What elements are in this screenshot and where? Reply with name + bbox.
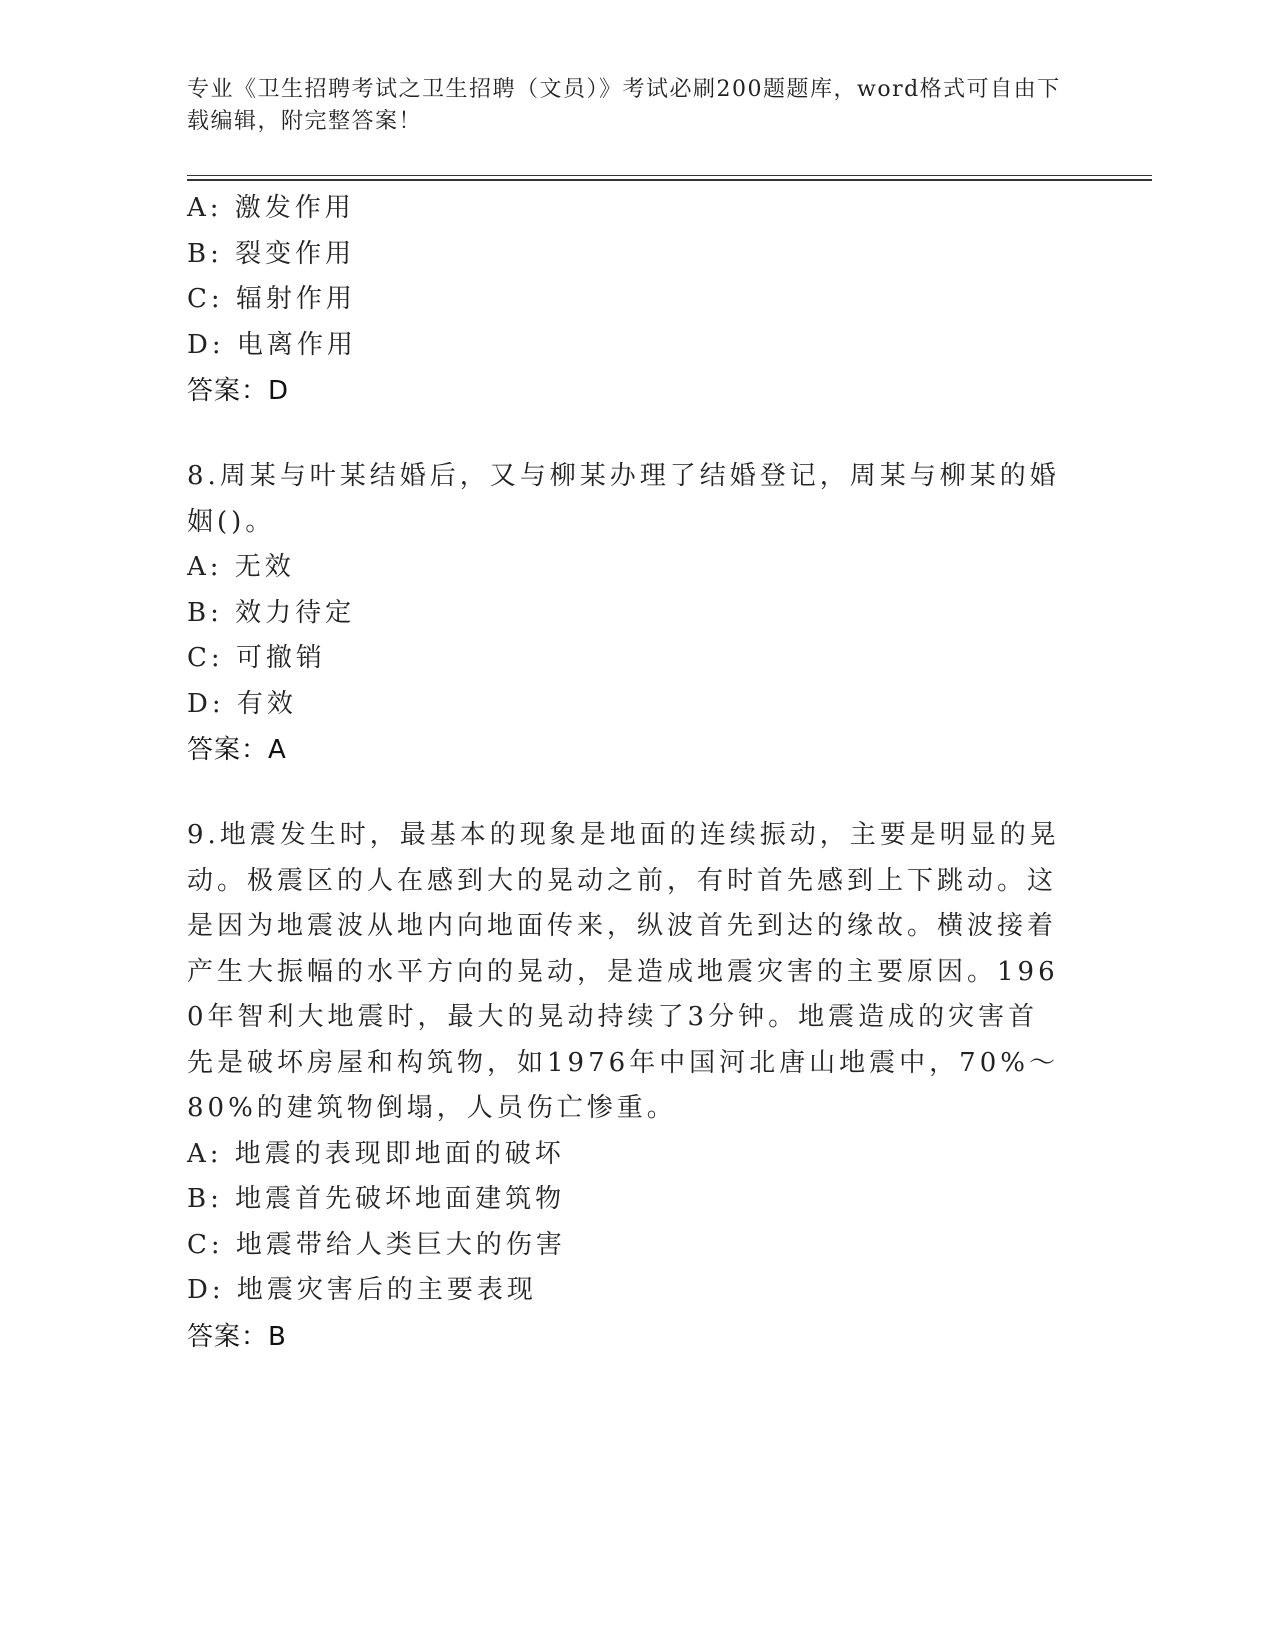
document-header: 专业《卫生招聘考试之卫生招聘（文员）》考试必刷200题题库，word格式可自由下载编辑，附完整答案！ (187, 77, 1061, 134)
q7-answer: 答案：D (187, 376, 290, 406)
q7-option-b: B: 裂变作用 (187, 238, 356, 269)
q8-option-d: D: 有效 (187, 688, 297, 719)
q9-option-c: C: 地震带给人类巨大的伤害 (187, 1229, 566, 1260)
q8-answer: 答案：A (187, 735, 287, 765)
q9-answer: 答案：B (187, 1321, 287, 1352)
header-divider-top (187, 175, 1152, 176)
question-7-block (187, 186, 1067, 414)
q8-option-b: B: 效力待定 (187, 597, 356, 628)
q9-option-a: A: 地震的表现即地面的破坏 (187, 1138, 565, 1169)
q7-option-d: D: 电离作用 (187, 329, 357, 360)
q9-option-d: D: 地震灾害后的主要表现 (187, 1275, 537, 1305)
question-8-block (187, 454, 1067, 773)
q9-question-text: 9.地震发生时，最基本的现象是地面的连续振动，主要是明显的晃动。极震区的人在感到大的晃动之前，有时首先感到上下跳动。这是因为地震波从地内向地面传来，纵波首先到达的缘故。横波接着产生大振幅的水平方向的晃动，是造成地震灾害的主要原因。1960年智利大地震时，最大的晃动持续了3分钟。地震造成的灾害首先是破坏房屋和构筑物，如1976年中国河北唐山地震中，70%～80%的建筑物倒塌，人员伤亡惨重。 (187, 820, 1060, 1123)
q8-question-text: 8.周某与叶某结婚后，又与柳某办理了结婚登记，周某与柳某的婚姻()。 (187, 461, 1060, 537)
q9-option-b: B: 地震首先破坏地面建筑物 (187, 1184, 566, 1214)
q8-option-c: C: 可撤销 (187, 643, 326, 673)
q7-option-a: A: 激发作用 (187, 193, 355, 223)
question-content (187, 186, 1067, 1360)
question-9-block (187, 813, 1067, 1360)
header-divider-bottom (187, 179, 1152, 181)
q7-option-c: C: 辐射作用 (187, 284, 356, 314)
q8-option-a: A: 无效 (187, 552, 295, 582)
